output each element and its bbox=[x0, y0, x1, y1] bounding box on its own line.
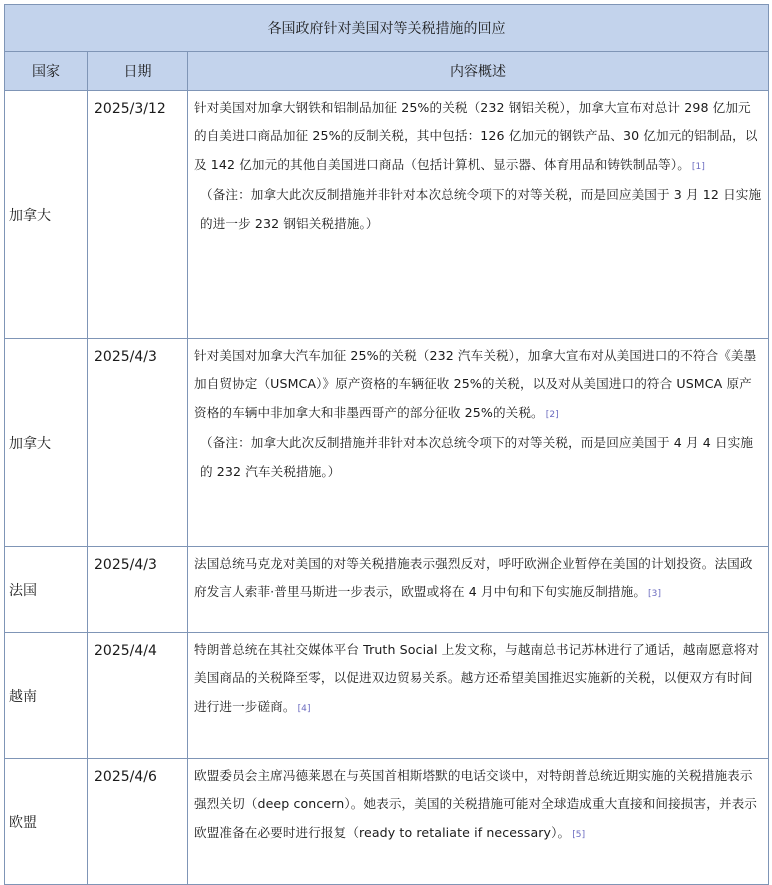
reference-link[interactable]: [4] bbox=[297, 703, 311, 714]
country-cell: 加拿大 bbox=[5, 91, 88, 339]
reference-link[interactable]: [5] bbox=[572, 829, 586, 840]
table-row bbox=[5, 547, 769, 633]
content-cell bbox=[188, 91, 769, 339]
header-content: 内容概述 bbox=[188, 52, 769, 91]
content-text: 欧盟委员会主席冯德莱恩在与英国首相斯塔默的电话交谈中，对特朗普总统近期实施的关税措施表示强烈关切（deep concern）。她表示，美国的关税措施可能对全球造成重大直接和间接损害，并表示欧盟准备在必要时进行报复（ready to retaliate if necessary）。 bbox=[194, 768, 757, 840]
country-cell: 加拿大 bbox=[5, 339, 88, 547]
tariff-response-table bbox=[4, 4, 769, 885]
content-cell bbox=[188, 339, 769, 547]
reference-link[interactable]: [2] bbox=[545, 409, 559, 420]
note-text: （备注：加拿大此次反制措施并非针对本次总统令项下的对等关税，而是回应美国于 3 月 12 日实施的进一步 232 钢铝关税措施。） bbox=[200, 187, 762, 231]
date-cell: 2025/4/3 bbox=[88, 547, 188, 633]
date-cell: 2025/3/12 bbox=[88, 91, 188, 339]
reference-link[interactable]: [1] bbox=[691, 161, 705, 172]
content-text: 法国总统马克龙对美国的对等关税措施表示强烈反对，呼吁欧洲企业暂停在美国的计划投资。法国政府发言人索菲·普里马斯进一步表示，欧盟或将在 4 月中旬和下旬实施反制措施。 bbox=[194, 556, 753, 600]
table-row bbox=[5, 759, 769, 885]
date-cell: 2025/4/6 bbox=[88, 759, 188, 885]
content-text: 针对美国对加拿大汽车加征 25%的关税（232 汽车关税），加拿大宣布对从美国进口的不符合《美墨加自贸协定（USMCA）》原产资格的车辆征收 25%的关税，以及对从美国进口的符合 USMCA 原产资格的车辆中非加拿大和非墨西哥产的部分征收 25%的关税。 bbox=[194, 348, 757, 420]
table-row bbox=[5, 339, 769, 547]
content-cell bbox=[188, 759, 769, 885]
table-row bbox=[5, 91, 769, 339]
table-title: 各国政府针对美国对等关税措施的回应 bbox=[5, 5, 769, 52]
content-text: 特朗普总统在其社交媒体平台 Truth Social 上发文称，与越南总书记苏林进行了通话，越南愿意将对美国商品的关税降至零，以促进双边贸易关系。越方还希望美国推迟实施新的关税，以便双方有时间进行进一步磋商。 bbox=[194, 642, 760, 714]
note-text: （备注：加拿大此次反制措施并非针对本次总统令项下的对等关税，而是回应美国于 4 月 4 日实施的 232 汽车关税措施。） bbox=[200, 435, 754, 479]
country-cell: 法国 bbox=[5, 547, 88, 633]
content-text: 针对美国对加拿大钢铁和铝制品加征 25%的关税（232 钢铝关税），加拿大宣布对总计 298 亿加元的自美进口商品加征 25%的反制关税，其中包括：126 亿加元的钢铁产品、30 亿加元的铝制品，以及 142 亿加元的其他自美国进口商品（包括计算机、显示器、体育用品和铸铁制品等）。 bbox=[194, 100, 758, 172]
reference-link[interactable]: [3] bbox=[648, 589, 662, 600]
date-cell: 2025/4/3 bbox=[88, 339, 188, 547]
table-row bbox=[5, 633, 769, 759]
date-cell: 2025/4/4 bbox=[88, 633, 188, 759]
country-cell: 越南 bbox=[5, 633, 88, 759]
content-cell bbox=[188, 547, 769, 633]
country-cell: 欧盟 bbox=[5, 759, 88, 885]
header-date: 日期 bbox=[88, 52, 188, 91]
header-country: 国家 bbox=[5, 52, 88, 91]
content-cell bbox=[188, 633, 769, 759]
